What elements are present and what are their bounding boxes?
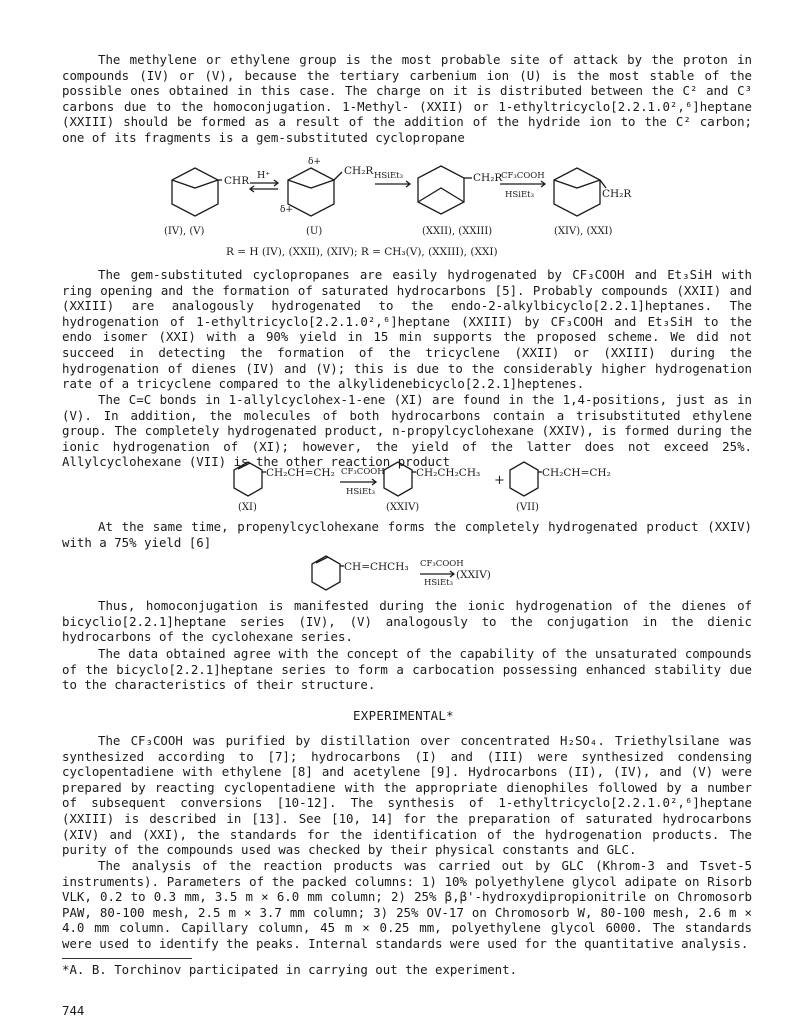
scheme3-reagent-top: CF₃COOH: [420, 559, 464, 569]
paragraph-cyclopropane-hydrogenation: The gem-substituted cyclopropanes are easily hydrogenated by CF₃COOH and Et₃SiH with ring opening and the formation of saturated hydrocarbons [5]. Probably compounds (XXII) and (XXIII) are analogously hydrogenated to the endo-2-alkylbicyclo[2.2.1]heptanes. The hydrogenation of 1-ethyltricyclo[2.2.1.0²,⁶]heptane (XXIII) by CF₃COOH and Et₃SiH to the endo isomer (XXI) with a 90% yield in 15 min supports the proposed scheme. We did not succeed in detecting the formation of the tricyclene (XXII) or (XXIII) during the hydrogenation of dienes (IV) and (V); this is due to the considerably higher hydrogenation rate of a tricyclene compared to the alkylidenebicyclo[2.2.1]heptenes.: [62, 267, 752, 392]
scheme1-label-xxii-xxiii: (XXII), (XXIII): [422, 226, 493, 237]
scheme-2-svg: [226, 458, 626, 513]
scheme3-product: (XXIV): [456, 569, 491, 581]
page-number: 744: [62, 1003, 85, 1018]
paragraph-homoconjugation: The methylene or ethylene group is the most probable site of attack by the proton in compounds (IV) or (V), because the tertiary carbenium ion (U) is the most stable of the possible ones obtained in this case. The charge on it is distributed between the C² and C³ carbons due to the homoconjugation. 1-Methyl- (XXII) or 1-ethyltricyclo[2.2.1.0²,⁶]heptane (XXIII) should be formed as a result of the addition of the hydride ion to the C² carbon; one of its fragments is a gem-substituted cyclopropane: [62, 52, 752, 145]
scheme1-label-xiv-xxi: (XIV), (XXI): [554, 226, 613, 237]
scheme1-h-plus: H⁺: [257, 170, 271, 181]
scheme3-reagent-bottom: HSiEt₃: [424, 578, 453, 588]
paragraph-homoconjugation-conclusion: Thus, homoconjugation is manifested during the ionic hydrogenation of the dienes of bicyclio[2.2.1]heptane series (IV), (V) analogously to the conjugation in the dienic hydrocarbons of the cyclohexane series.: [62, 598, 752, 645]
scheme1-hsiet3-2: HSiEt₃: [505, 190, 534, 200]
reaction-scheme-2: [226, 458, 626, 513]
scheme1-r-definitions: R = H (IV), (XXII), (XIV); R = CH₃(V), (XXIII), (XXI): [226, 246, 498, 258]
scheme1-delta-top: δ+: [308, 157, 321, 167]
scheme2-label-xxiv: (XXIV): [386, 502, 420, 513]
scheme-1-svg: [160, 142, 660, 242]
scheme2-label-vii: (VII): [516, 502, 539, 513]
section-heading-experimental: EXPERIMENTAL*: [353, 708, 454, 723]
scheme2-sub-xxiv: CH₂CH₂CH₃: [416, 467, 481, 479]
paragraph-glc-analysis: The analysis of the reaction products was carried out by GLC (Khrom-3 and Tsvet-5 instruments). Parameters of the packed columns: 1) 10% polyethylene glycol adipate on Risorb VLK, 0.2 to 0.3 mm, 3.5 m × 6.0 mm column; 2) 25% β,β'-hydroxydipropionitrile on Chromosorb PAW, 80-100 mesh, 2.5 m × 3.7 mm column; 3) 25% OV-17 on Chromosorb W, 80-100 mesh, 2.6 m × 4.0 mm column. Capillary column, 45 m × 0.25 mm, polyethylene glycol 6000. The standards were used to identify the peaks. Internal standards were used for the quantitative analysis.: [62, 858, 752, 951]
scheme2-sub-vii: CH₂CH=CH₂: [542, 467, 611, 479]
scheme2-reagent-top: CF₃COOH: [341, 467, 385, 477]
scheme1-label-iv-v: (IV), (V): [164, 226, 205, 237]
scheme1-ch2r-3: CH₂R: [602, 188, 632, 200]
scheme1-label-u: (U): [306, 226, 323, 237]
scheme2-reagent-bottom: HSiEt₃: [346, 487, 375, 497]
scheme1-chr: CHR: [224, 175, 250, 187]
scheme1-ch2r-1: CH₂R: [344, 165, 374, 177]
paragraph-experimental-materials: The CF₃COOH was purified by distillation over concentrated H₂SO₄. Triethylsilane was synthesized according to [7]; hydrocarbons (I) and (III) were synthesized condensing cyclopentadiene with ethylene [8] and acetylene [9]. Hydrocarbons (II), (IV), and (V) were prepared by reacting cyclopentadiene with the appropriate dienophiles followed by a number of subsequent conversions [10-12]. The synthesis of 1-ethyltricyclo[2.2.1.0²,⁶]heptane (XXIII) is described in [13]. See [10, 14] for the preparation of saturated hydrocarbons (XIV) and (XXI), the standards for the identification of the hydrogenation products. The purity of the compounds used was checked by their physical constants and GLC.: [62, 733, 752, 858]
footnote: *A. B. Torchinov participated in carrying out the experiment.: [62, 962, 518, 977]
paragraph-propenylcyclohexane: At the same time, propenylcyclohexane forms the completely hydrogenated product (XXIV) with a 75% yield [6]: [62, 519, 752, 550]
scheme1-hsiet3-1: HSiEt₃: [374, 171, 403, 181]
reaction-scheme-1: [160, 142, 660, 242]
scheme2-label-xi: (XI): [238, 502, 257, 513]
reaction-scheme-3: [304, 552, 544, 592]
scheme2-sub-xi: CH₂CH=CH₂: [266, 467, 335, 479]
scheme-3-svg: [304, 552, 544, 592]
paragraph-allylcyclohexene: The C=C bonds in 1-allylcyclohex-1-ene (XI) are found in the 1,4-positions, just as in (V). In addition, the molecules of both hydrocarbons contain a trisubstituted ethylene group. The completely hydrogenated product, n-propylcyclohexane (XXIV), is formed during the ionic hydrogenation of (XI); however, the yield of the latter does not exceed 25%. Allylcyclohexane (VII) is the other reaction product: [62, 392, 752, 470]
scheme3-sub: CH=CHCH₃: [344, 561, 409, 573]
scheme1-cf3cooh: CF₃COOH: [501, 171, 545, 181]
scheme1-delta-bottom: δ+: [280, 205, 293, 215]
scheme1-ch2r-2: CH₂R: [473, 172, 503, 184]
paragraph-carbocation-stability: The data obtained agree with the concept of the capability of the unsaturated compounds of the bicyclo[2.2.1]heptane series to form a carbocation possessing enhanced stability due to the characteristics of their structure.: [62, 646, 752, 693]
footnote-rule: [62, 958, 192, 959]
scheme2-plus: +: [494, 473, 505, 488]
